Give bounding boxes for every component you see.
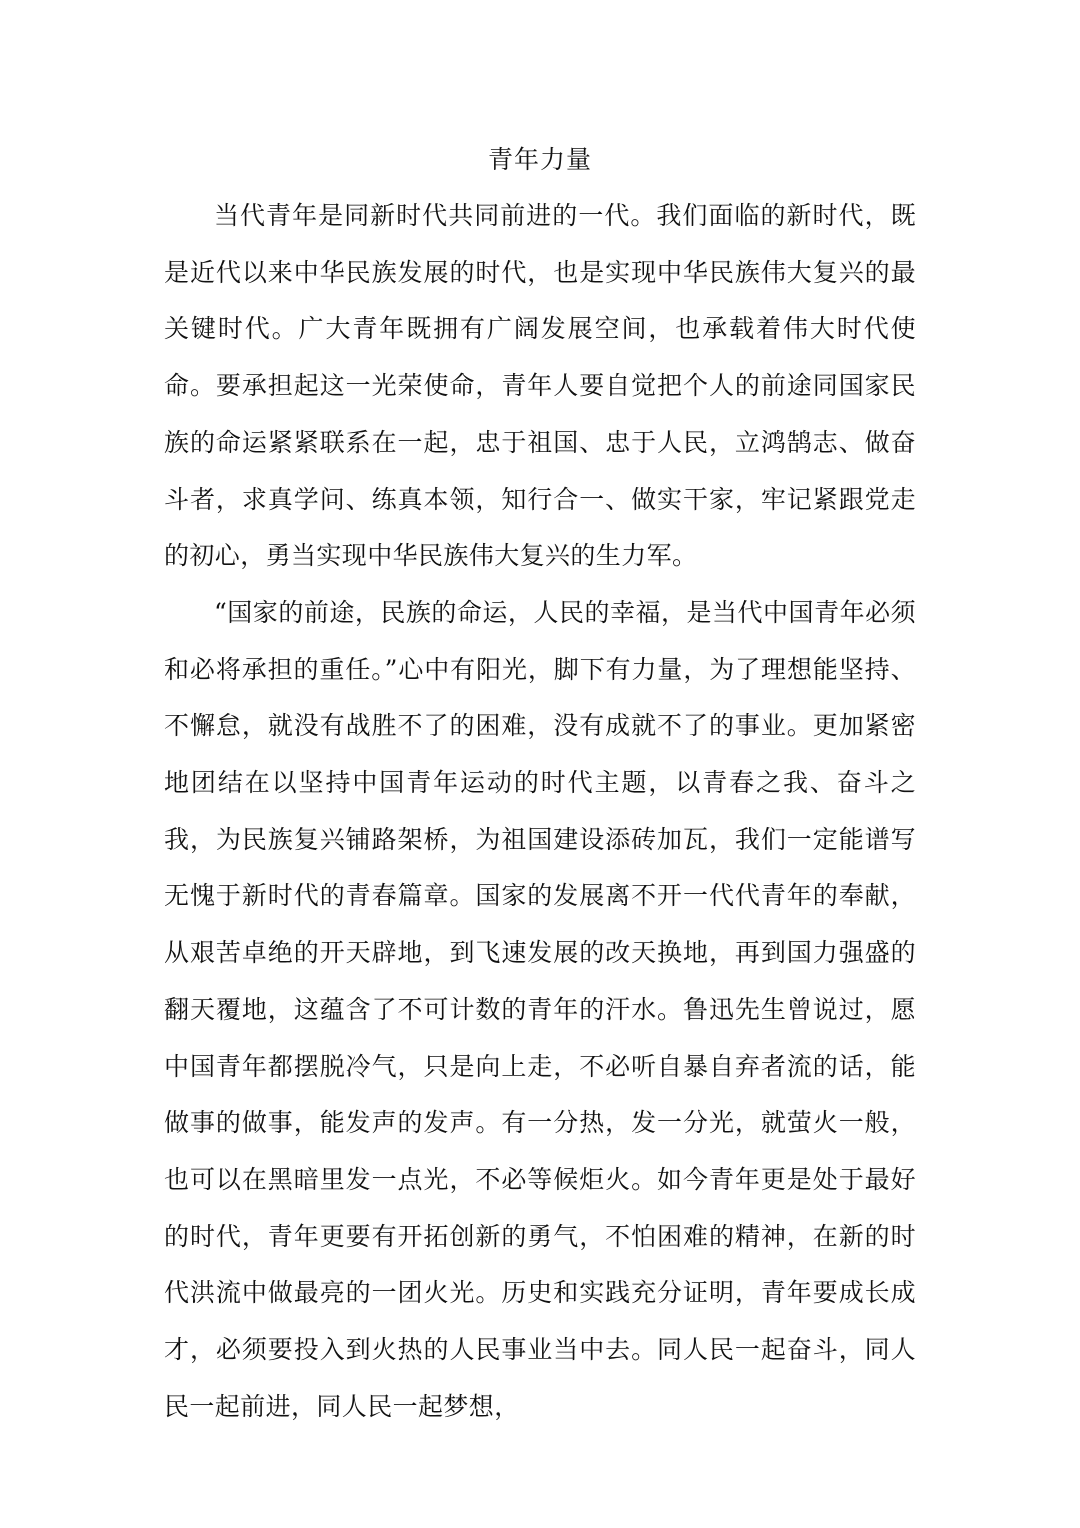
paragraph-2: “国家的前途，民族的命运，人民的幸福，是当代中国青年必须和必将承担的重任。”心中有阳光，脚下有力量，为了理想能坚持、不懈怠，就没有战胜不了的困难，没有成就不了的事业。更加紧密地团结在以坚持中国青年运动的时代主题，以青春之我、奋斗之我，为民族复兴铺路架桥，为祖国建设添砖加瓦，我们一定能谱写无愧于新时代的青春篇章。国家的发展离不开一代代青年的奉献，从艰苦卓绝的开天辟地，到飞速发展的改天换地，再到国力强盛的翻天覆地，这蕴含了不可计数的青年的汗水。鲁迅先生曾说过，愿中国青年都摆脱冷气，只是向上走，不必听自暴自弃者流的话，能做事的做事，能发声的发声。有一分热，发一分光，就萤火一般，也可以在黑暗里发一点光，不必等候炬火。如今青年更是处于最好的时代，青年更要有开拓创新的勇气，不怕困难的精神，在新的时代洪流中做最亮的一团火光。历史和实践充分证明，青年要成长成才，必须要投入到火热的人民事业当中去。同人民一起奋斗，同人民一起前进，同人民一起梦想， xyxy=(164,597,916,1421)
document-title: 青年力量 xyxy=(487,145,592,174)
document-body xyxy=(164,188,916,1435)
paragraph-1: 当代青年是同新时代共同前进的一代。我们面临的新时代，既是近代以来中华民族发展的时代，也是实现中华民族伟大复兴的最关键时代。广大青年既拥有广阔发展空间，也承载着伟大时代使命。要承担起这一光荣使命，青年人要自觉把个人的前途同国家民族的命运紧紧联系在一起，忠于祖国、忠于人民，立鸿鹄志、做奋斗者，求真学问、练真本领，知行合一、做实干家，牢记紧跟党走的初心，勇当实现中华民族伟大复兴的生力军。 xyxy=(164,201,916,571)
